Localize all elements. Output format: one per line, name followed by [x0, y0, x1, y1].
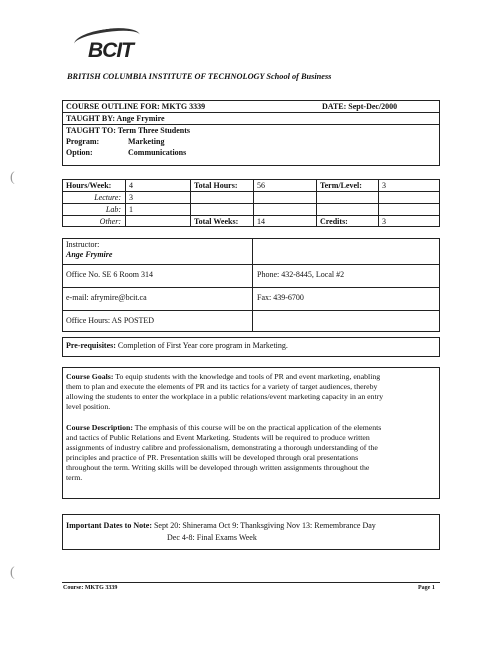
- taught-by: TAUGHT BY: Ange Frymire: [66, 114, 165, 123]
- instructor-name: Ange Frymire: [66, 250, 113, 259]
- lecture-label: Lecture:: [94, 193, 121, 202]
- course-goals: Course Goals: To equip students with the knowledge and tools of PR and event marketing, enabling them to plan and execute the elements of PR and its tactics for a variety of target audiences, thereby allowing the students to enter the workplace in a public relations/event marketing capacity in an entry level position.: [66, 372, 384, 411]
- total-weeks-value: 14: [257, 217, 265, 226]
- bcit-logo: BCIT: [80, 33, 140, 63]
- program-value: Marketing: [128, 137, 165, 146]
- important-dates-label: Important Dates to Note:: [66, 521, 152, 530]
- option-label: Option:: [66, 148, 93, 157]
- lab-value: 1: [129, 205, 133, 214]
- institution-name: BRITISH COLUMBIA INSTITUTE OF TECHNOLOGY School of Business: [67, 72, 332, 81]
- course-description-label: Course Description:: [66, 423, 133, 432]
- program-label: Program:: [66, 137, 100, 146]
- prerequisites-label: Pre-requisites:: [66, 341, 116, 350]
- prerequisites: [66, 341, 288, 350]
- margin-mark: (: [10, 565, 15, 580]
- margin-mark: (: [10, 170, 15, 185]
- office-number: Office No. SE 6 Room 314: [66, 270, 153, 279]
- total-weeks-label: Total Weeks:: [194, 217, 239, 226]
- hours-week-label: Hours/Week:: [66, 181, 112, 190]
- instructor-label: Instructor:: [66, 240, 100, 249]
- course-date: DATE: Sept-Dec/2000: [322, 102, 398, 111]
- important-dates-box: [62, 514, 440, 550]
- lecture-value: 3: [129, 193, 133, 202]
- course-outline-title: COURSE OUTLINE FOR: MKTG 3339: [66, 102, 206, 111]
- total-hours-label: Total Hours:: [194, 181, 238, 190]
- course-description: Course Description: The emphasis of this course will be on the practical application of the elements and tactics of Public Relations and Event Marketing. Students will be required to produce written assignments of industry calibre and professionalism, demonstrating a thorough understanding of the principles and practice of PR. Presentation skills will be developed through oral presentations throughout the term. Writing skills will be developed through written assignments throughout the term.: [66, 423, 382, 482]
- course-goals-label: Course Goals:: [66, 372, 114, 381]
- footer-course: Course: MKTG 3339: [63, 585, 118, 591]
- credits-label: Credits:: [320, 217, 348, 226]
- phone-number: Phone: 432-8445, Local #2: [257, 270, 345, 279]
- fax-number: Fax: 439-6700: [257, 293, 304, 302]
- credits-value: 3: [382, 217, 386, 226]
- option-value: Communications: [128, 148, 187, 157]
- term-level-value: 3: [382, 181, 386, 190]
- hours-week-value: 4: [129, 181, 133, 190]
- taught-to: TAUGHT TO: Term Three Students: [66, 126, 191, 135]
- email-address: e-mail: afrymire@bcit.ca: [66, 293, 147, 302]
- prerequisites-text: Completion of First Year core program in Marketing.: [117, 341, 288, 350]
- other-label: Other:: [99, 217, 121, 226]
- term-level-label: Term/Level:: [320, 181, 362, 190]
- footer-page: Page 1: [418, 585, 435, 591]
- total-hours-value: 56: [257, 181, 265, 190]
- important-dates-line1: Important Dates to Note: Sept 20: Shinerama Oct 9: Thanksgiving Nov 13: Remembrance Day: [66, 521, 376, 530]
- office-hours: Office Hours: AS POSTED: [66, 316, 155, 325]
- lab-label: Lab:: [105, 205, 121, 214]
- important-dates-line2: Dec 4-8: Final Exams Week: [167, 533, 257, 542]
